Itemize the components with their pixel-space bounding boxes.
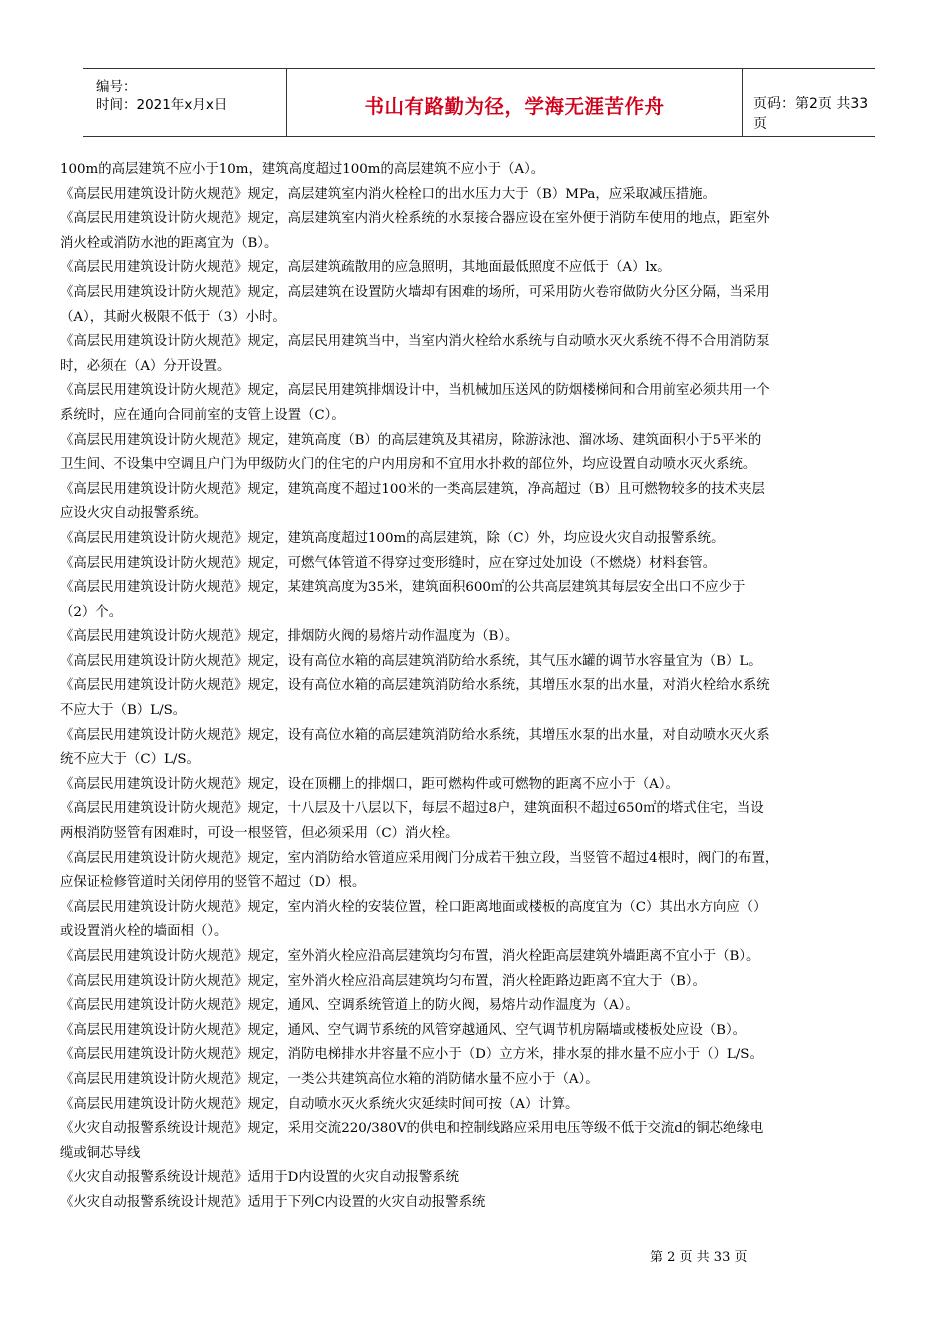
text-line: 两根消防竖管有困难时，可设一根竖管，但必须采用（C）消火栓。 xyxy=(60,826,459,842)
text-line: 《高层民用建筑设计防火规范》规定，高层建筑疏散用的应急照明，其地面最低照度不应低于（A）lx。 xyxy=(60,260,671,276)
text-line: 《高层民用建筑设计防火规范》规定，高层民用建筑当中，当室内消火栓给水系统与自动喷水灭火系统不得不合用消防泵 xyxy=(60,334,770,350)
text-line: 缆或铜芯导线 xyxy=(60,1145,141,1161)
text-line: 《高层民用建筑设计防火规范》规定，室外消火栓应沿高层建筑均匀布置，消火栓距高层建筑外墙距离不宜小于（B）。 xyxy=(60,949,760,964)
text-line: 《高层民用建筑设计防火规范》规定，高层建筑室内消火栓栓口的出水压力大于（B）MPa，应采取减压措施。 xyxy=(60,186,716,202)
text-line: 《高层民用建筑设计防火规范》规定，通风、空气调节系统的风管穿越通风、空气调节机房隔墙或楼板处应设（B）。 xyxy=(60,1022,747,1038)
text-line: 《高层民用建筑设计防火规范》规定，高层民用建筑排烟设计中，当机械加压送风的防烟楼梯间和合用前室必须共用一个 xyxy=(60,383,770,399)
page-footer: 第 2 页 共 33 页 xyxy=(650,1250,748,1265)
document-body xyxy=(60,158,910,1216)
page-header xyxy=(83,68,875,137)
header-page-number: 页码：第2页 共33页 xyxy=(753,96,869,132)
text-line: 《高层民用建筑设计防火规范》规定，一类公共建筑高位水箱的消防储水量不应小于（A）。 xyxy=(60,1071,599,1087)
document-number-label: 编号： xyxy=(96,79,137,95)
text-line: 《高层民用建筑设计防火规范》规定，通风、空调系统管道上的防火阀，易熔片动作温度为（A）。 xyxy=(60,998,639,1014)
text-line: 《高层民用建筑设计防火规范》规定，消防电梯排水井容量不应小于（D）立方米，排水泵的排水量不应小于（）L/S。 xyxy=(60,1047,763,1063)
text-line: 《高层民用建筑设计防火规范》规定，某建筑高度为35米，建筑面积600㎡的公共高层建筑其每层安全出口不应少于 xyxy=(60,580,746,596)
text-line: 或设置消火栓的墙面相（）。 xyxy=(60,924,228,940)
text-line: 《高层民用建筑设计防火规范》规定，设有高位水箱的高层建筑消防给水系统，其气压水罐的调节水容量宜为（B）L。 xyxy=(60,653,762,669)
text-line: 《高层民用建筑设计防火规范》规定，建筑高度超过100m的高层建筑，除（C）外，均应设火灾自动报警系统。 xyxy=(60,530,725,546)
text-line: 《火灾自动报警系统设计规范》规定，采用交流220/380V的供电和控制线路应采用电压等级不低于交流d的铜芯绝缘电 xyxy=(60,1121,764,1137)
text-line: 卫生间、不设集中空调且户门为甲级防火门的住宅的户内用房和不宜用水扑救的部位外，均应设置自动喷水灭火系统。 xyxy=(60,457,757,473)
header-meta-cell xyxy=(83,69,286,136)
document-time-label: 时间：2021年x月x日 xyxy=(96,97,228,113)
text-line: 《高层民用建筑设计防火规范》规定，室外消火栓应沿高层建筑均匀布置，消火栓距路边距离不宜大于（B）。 xyxy=(60,973,706,989)
text-line: 《高层民用建筑设计防火规范》规定，室内消防给水管道应采用阀门分成若干独立段，当竖管不超过4根时，阀门的布置， xyxy=(60,850,779,866)
text-line: 统不应大于（C）L/S。 xyxy=(60,752,200,768)
text-line: （A），其耐火极限不低于（3）小时。 xyxy=(60,309,286,325)
text-line: 《火灾自动报警系统设计规范》适用于D内设置的火灾自动报警系统 xyxy=(60,1170,460,1186)
text-line: 《高层民用建筑设计防火规范》规定，可燃气体管道不得穿过变形缝时，应在穿过处加设（不燃烧）材料套管。 xyxy=(60,555,717,571)
text-line: 《高层民用建筑设计防火规范》规定，设在顶棚上的排烟口，距可燃构件或可燃物的距离不应小于（A）。 xyxy=(60,776,679,792)
text-line: 《高层民用建筑设计防火规范》规定，高层建筑在设置防火墙却有困难的场所，可采用防火卷帘做防火分区分隔，当采用 xyxy=(60,284,770,300)
text-line: （2）个。 xyxy=(60,604,123,620)
text-line: 《高层民用建筑设计防火规范》规定，十八层及十八层以下，每层不超过8户，建筑面积不超过650㎡的塔式住宅，当设 xyxy=(60,801,764,817)
text-line: 系统时，应在通向合同前室的支管上设置（C）。 xyxy=(60,407,345,423)
header-motto-cell xyxy=(286,69,743,136)
text-line: 应保证检修管道时关闭停用的竖管不超过（D）根。 xyxy=(60,875,366,891)
text-line: 100m的高层建筑不应小于10m，建筑高度超过100m的高层建筑不应小于（A）。 xyxy=(60,162,545,177)
text-line: 应设火灾自动报警系统。 xyxy=(60,506,208,522)
header-motto: 书山有路勤为径，学海无涯苦作舟 xyxy=(364,95,665,118)
text-line: 《高层民用建筑设计防火规范》规定，设有高位水箱的高层建筑消防给水系统，其增压水泵的出水量，对自动喷水灭火系 xyxy=(60,727,770,743)
text-line: 《高层民用建筑设计防火规范》规定，室内消火栓的安装位置，栓口距离地面或楼板的高度宜为（C）其出水方向应（） xyxy=(60,899,767,915)
text-line: 《高层民用建筑设计防火规范》规定，排烟防火阀的易熔片动作温度为（B）。 xyxy=(60,629,519,645)
text-line: 《火灾自动报警系统设计规范》适用于下列C内设置的火灾自动报警系统 xyxy=(60,1194,486,1210)
text-line: 《高层民用建筑设计防火规范》规定，自动喷水灭火系统火灾延续时间可按（A）计算。 xyxy=(60,1096,579,1112)
text-line: 《高层民用建筑设计防火规范》规定，建筑高度（B）的高层建筑及其裙房，除游泳池、溜冰场、建筑面积小于5平米的 xyxy=(60,432,762,448)
text-line: 《高层民用建筑设计防火规范》规定，设有高位水箱的高层建筑消防给水系统，其增压水泵的出水量，对消火栓给水系统 xyxy=(60,678,770,694)
text-line: 消火栓或消防水池的距离宜为（B）。 xyxy=(60,235,278,251)
text-line: 《高层民用建筑设计防火规范》规定，建筑高度不超过100米的一类高层建筑，净高超过（B）且可燃物较多的技术夹层 xyxy=(60,481,765,497)
text-line: 《高层民用建筑设计防火规范》规定，高层建筑室内消火栓系统的水泵接合器应设在室外便于消防车使用的地点，距室外 xyxy=(60,211,770,227)
text-line: 时，必须在（A）分开设置。 xyxy=(60,358,231,374)
text-line: 不应大于（B）L/S。 xyxy=(60,703,187,719)
